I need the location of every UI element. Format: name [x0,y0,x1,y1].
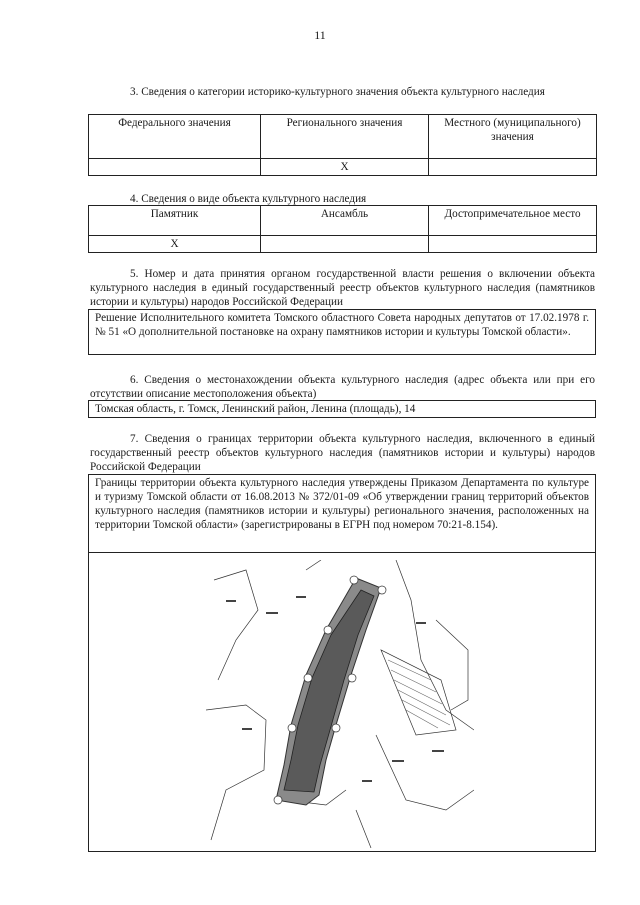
map-line [206,705,266,840]
category-table [88,114,597,176]
col-federal: Федерального значения [89,115,261,159]
map-point [288,724,296,732]
map-label-mark [296,596,306,598]
section3-heading: 3. Сведения о категории историко-культурного значения объекта культурного наследия [130,86,545,98]
value-regional: X [261,159,429,176]
section6-box [88,400,596,418]
value-monument: X [89,236,261,253]
map-point [304,674,312,682]
col-ensemble: Ансамбль [261,206,429,236]
col-local: Местного (муниципального) значения [429,115,597,159]
map-point [378,586,386,594]
value-local [429,159,597,176]
map-point [350,576,358,584]
map-label-mark [266,612,278,614]
map-line [356,810,371,848]
value-landmark [429,236,597,253]
map-label-mark [432,750,444,752]
map-hatch [388,660,431,680]
section4-heading: 4. Сведения о виде объекта культурного наследия [130,193,367,205]
section6-value: Томская область, г. Томск, Ленинский район, Ленина (площадь), 14 [95,403,416,415]
boundary-map-icon [206,560,474,848]
section7-value: Границы территории объекта культурного наследия утверждены Приказом Департамента по культуре и туризму Томской области от 16.08.2013 № 372/01-09 «Об утверждении границ территорий объектов культурного наследия (памятников истории и культуры) регионального значения, расположенных на территории Томской области» (зарегистрированы в ЕГРН под номером 70:21-8.154). [95,477,589,531]
value-federal [89,159,261,176]
map-point [324,626,332,634]
col-monument: Памятник [89,206,261,236]
col-landmark: Достопримечательное место [429,206,597,236]
map-line [376,735,474,810]
section7-box [88,474,596,553]
section5-heading: 5. Номер и дата принятия органом государственной власти решения о включении объекта культурного наследия в единый государственный реестр объектов культурного наследия (памятников истории и культуры) народов Российской Федерации [90,268,595,308]
col-regional: Регионального значения [261,115,429,159]
section5-value: Решение Исполнительного комитета Томского областного Совета народных депутатов от 17.02.1978 г. № 51 «О дополнительной постановке на охрану памятников истории и культуры Томской области». [95,312,589,338]
map-object-territory [284,590,374,792]
map-line [436,620,468,710]
map-line [306,560,321,570]
map-point [332,724,340,732]
map-label-mark [242,728,252,730]
map-label-mark [392,760,404,762]
map-hatch [391,670,436,692]
page-number: 11 [314,28,326,42]
map-hatch [406,710,438,728]
section5-box [88,309,596,355]
type-table [88,205,597,253]
map-label-mark [226,600,236,602]
section7-heading: 7. Сведения о границах территории объекта культурного наследия, включенного в единый государственный реестр объектов культурного наследия (памятников истории и культуры) народов Российской Федерации [90,433,595,473]
map-label-mark [416,622,426,624]
map-point [274,796,282,804]
section6-heading: 6. Сведения о местонахождении объекта культурного наследия (адрес объекта или при его отсутствии описание местоположения объекта) [90,374,595,400]
value-ensemble [261,236,429,253]
map-point [348,674,356,682]
map-line [214,570,258,680]
map-label-mark [362,780,372,782]
